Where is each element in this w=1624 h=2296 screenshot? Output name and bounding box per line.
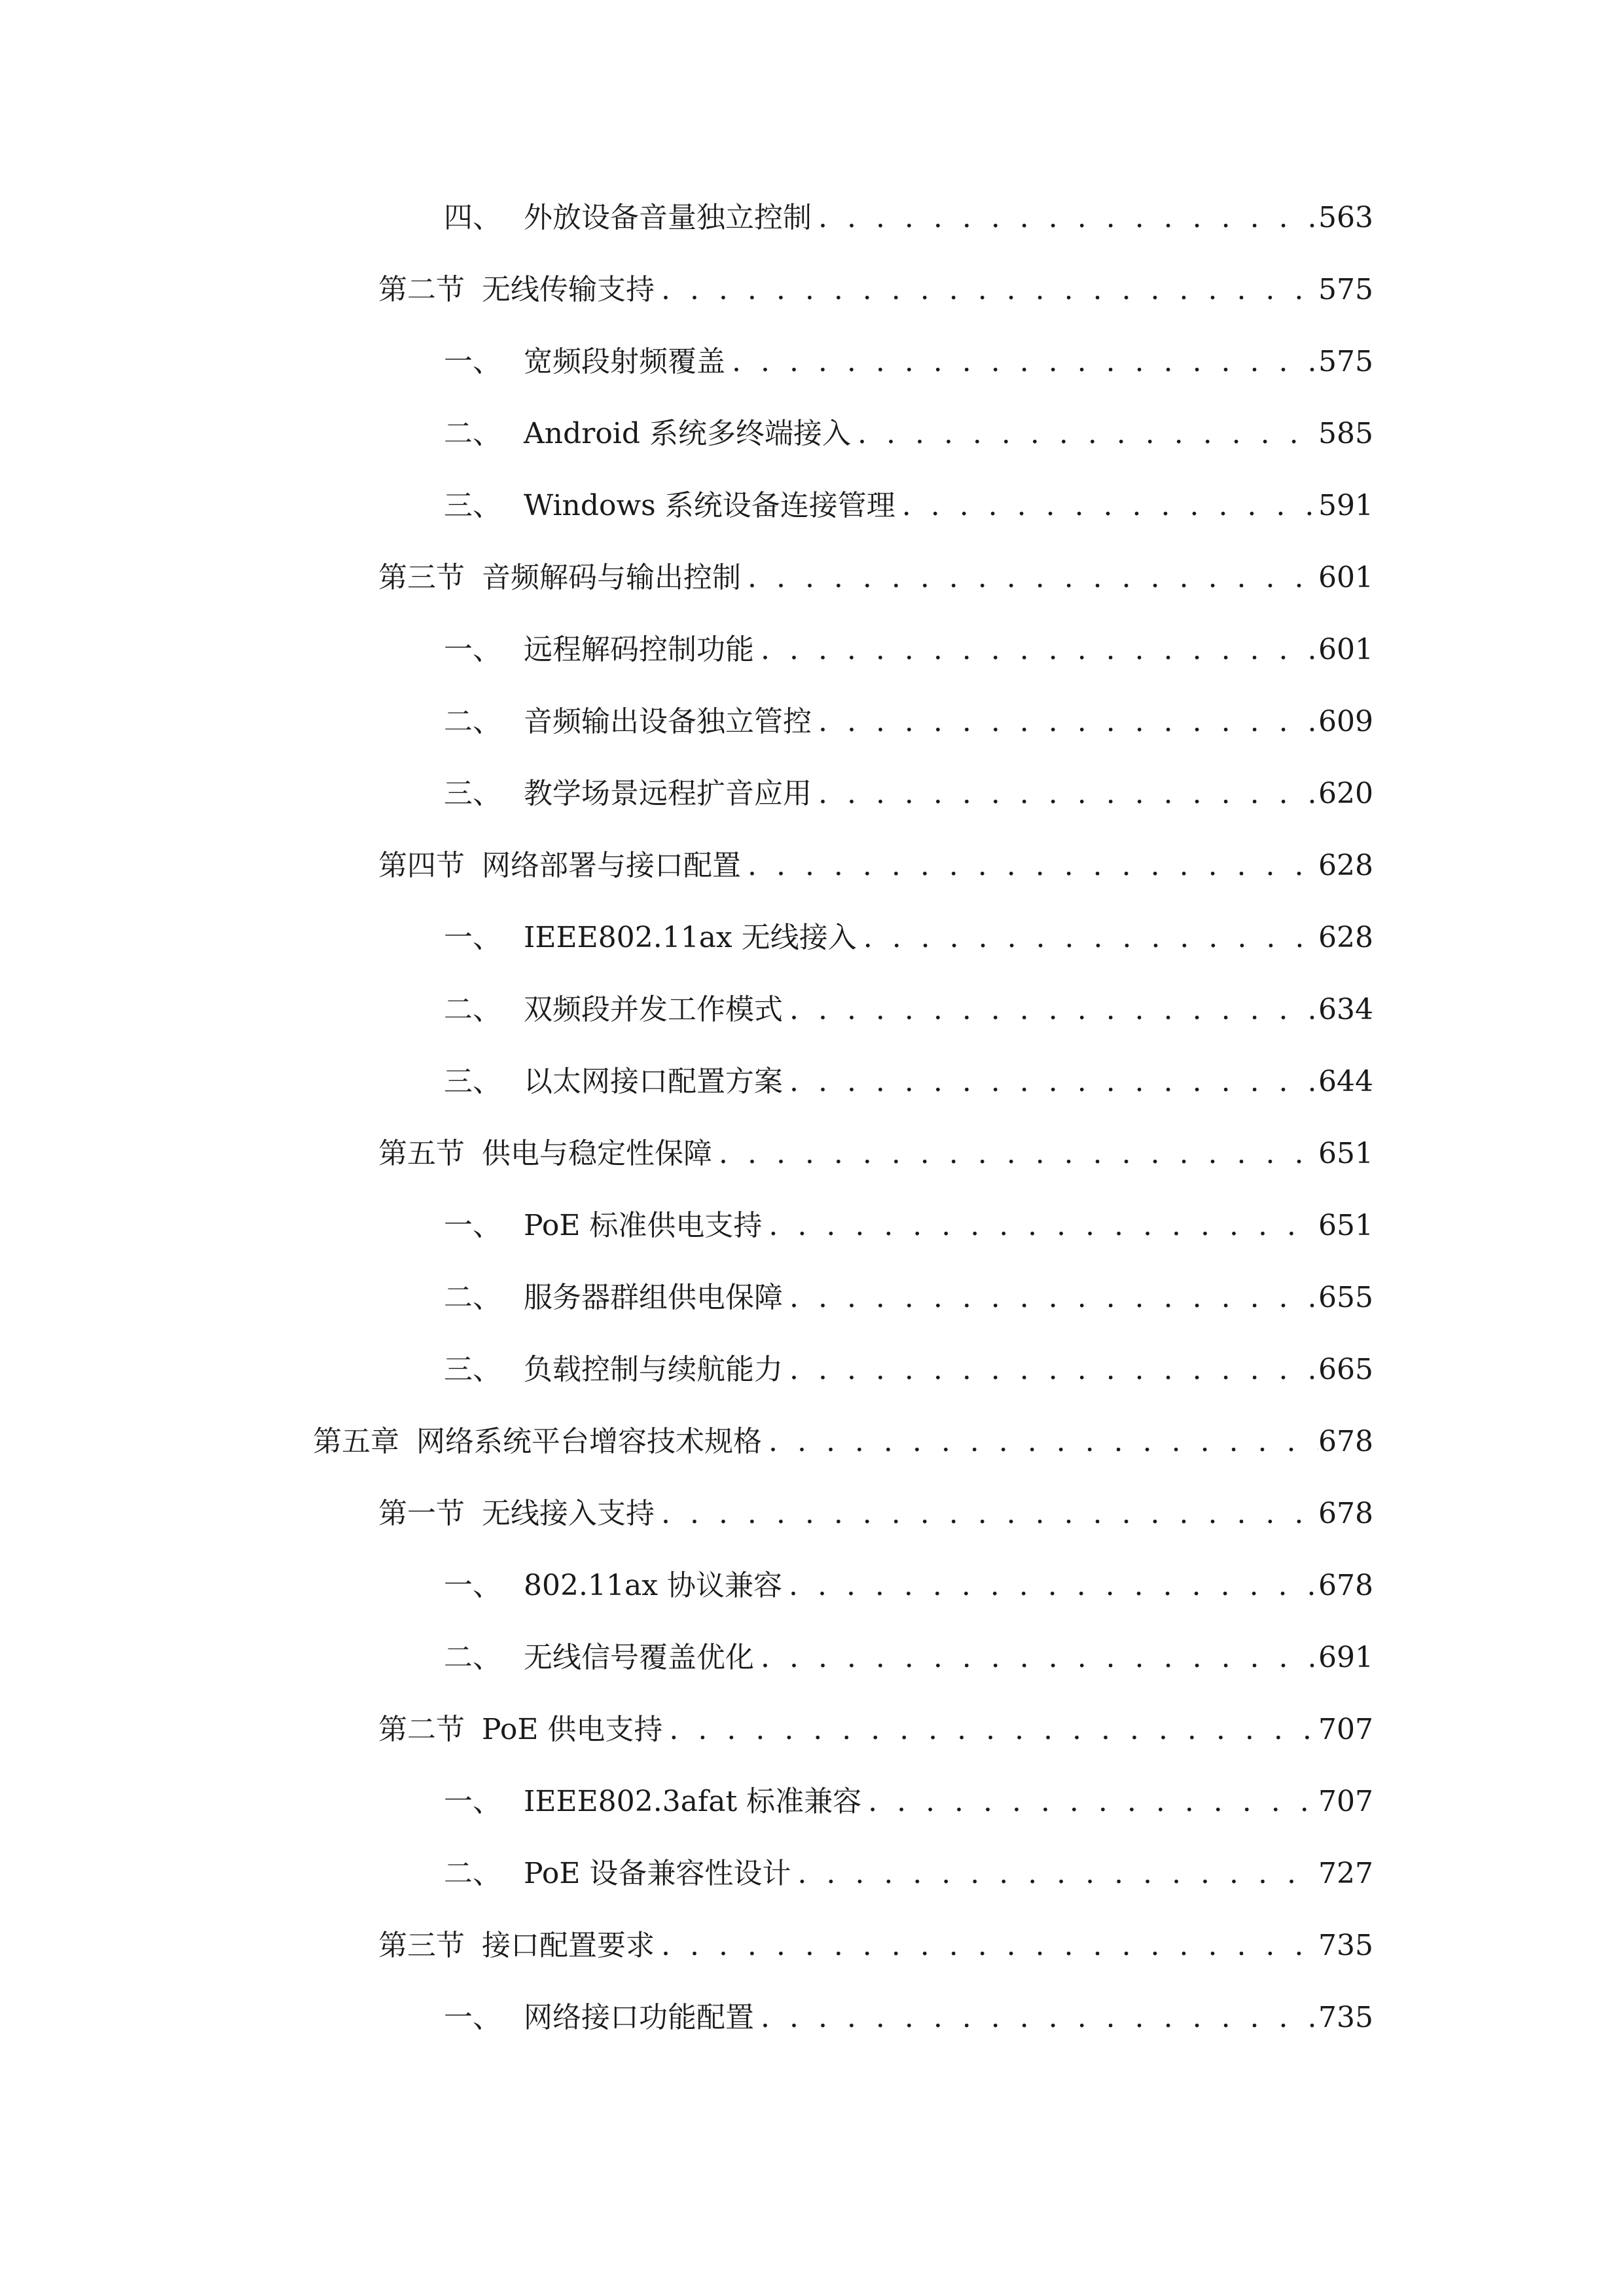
dot-leader [655, 1491, 1318, 1537]
toc-entry-title: 服务器群组供电保障 [524, 1281, 783, 1314]
toc-entry-title: 网络部署与接口配置 [482, 849, 741, 882]
toc-entry-page: 691 [1318, 1641, 1373, 1674]
toc-entry[interactable] [378, 1131, 1373, 1177]
toc-entry[interactable] [444, 339, 1373, 385]
toc-entry-page: 644 [1318, 1065, 1373, 1098]
toc-entry-title: 供电与稳定性保障 [482, 1137, 712, 1170]
toc-entry-number: 一、 [444, 1785, 501, 1818]
toc-entry-page: 591 [1318, 489, 1373, 522]
toc-entry[interactable] [378, 843, 1373, 889]
toc-entry-page: 707 [1318, 1785, 1373, 1818]
toc-entry-number: 第三节 [378, 561, 465, 594]
toc-entry-number: 一、 [444, 921, 501, 954]
toc-entry[interactable] [444, 627, 1373, 673]
dot-leader [791, 1851, 1318, 1897]
toc-entry-number: 二、 [444, 417, 501, 450]
toc-entry-page: 735 [1318, 2001, 1373, 2034]
toc-entry-number: 第四节 [378, 849, 465, 882]
toc-entry-title: 宽频段射频覆盖 [524, 345, 725, 378]
toc-entry-page: 655 [1318, 1281, 1373, 1314]
toc-entry-page: 727 [1318, 1857, 1373, 1890]
dot-leader [741, 843, 1318, 889]
dot-leader [783, 1275, 1318, 1321]
toc-entry-page: 651 [1318, 1209, 1373, 1242]
toc-entry-title: 音频输出设备独立管控 [524, 705, 812, 738]
dot-leader [861, 1779, 1318, 1825]
toc-entry-title: 教学场景远程扩音应用 [524, 777, 812, 810]
toc-entry-number: 一、 [444, 633, 501, 666]
toc-entry-number: 三、 [444, 489, 501, 522]
toc-entry-number: 二、 [444, 1641, 501, 1674]
dot-leader [782, 1563, 1318, 1609]
toc-entry-number: 三、 [444, 777, 501, 810]
toc-entry[interactable] [378, 267, 1373, 313]
dot-leader [754, 1635, 1318, 1681]
dot-leader [812, 771, 1318, 817]
toc-entry-title: 无线信号覆盖优化 [524, 1641, 754, 1674]
toc-entry-number: 第五章 [313, 1425, 399, 1458]
toc-entry-page: 678 [1318, 1569, 1373, 1602]
toc-entry[interactable] [444, 1347, 1373, 1393]
toc-entry-page: 628 [1318, 849, 1373, 882]
toc-entry[interactable] [444, 1635, 1373, 1681]
toc-entry-page: 601 [1318, 633, 1373, 666]
toc-entry[interactable] [444, 1275, 1373, 1321]
toc-entry-page: 575 [1318, 273, 1373, 306]
toc-entry-page: 575 [1318, 345, 1373, 378]
toc-entry[interactable] [444, 1059, 1373, 1105]
dot-leader [762, 1203, 1318, 1249]
toc-entry-number: 一、 [444, 1569, 501, 1602]
dot-leader [851, 411, 1318, 457]
toc-entry-title: Windows 系统设备连接管理 [524, 489, 895, 522]
toc-entry-number: 四、 [444, 201, 501, 234]
toc-entry[interactable] [378, 1491, 1373, 1537]
toc-entry[interactable] [444, 699, 1373, 745]
toc-entry-page: 665 [1318, 1353, 1373, 1386]
toc-entry-number: 第五节 [378, 1137, 465, 1170]
toc-entry-page: 620 [1318, 777, 1373, 810]
toc-entry-title: 双频段并发工作模式 [524, 993, 783, 1026]
toc-entry-title: PoE 供电支持 [482, 1713, 663, 1746]
dot-leader [812, 195, 1318, 241]
toc-entry[interactable] [444, 987, 1373, 1033]
dot-leader [754, 627, 1318, 673]
toc-entry[interactable] [444, 1851, 1373, 1897]
toc-entry[interactable] [444, 483, 1373, 529]
dot-leader [725, 339, 1318, 385]
dot-leader [783, 1347, 1318, 1393]
toc-entry-page: 735 [1318, 1929, 1373, 1962]
toc-entry-number: 一、 [444, 2001, 501, 2034]
toc-entry-title: Android 系统多终端接入 [524, 417, 852, 450]
toc-entry[interactable] [378, 1923, 1373, 1969]
toc-entry[interactable] [444, 411, 1373, 457]
toc-entry[interactable] [444, 771, 1373, 817]
toc-entry-title: 无线接入支持 [482, 1497, 655, 1530]
toc-entry-title: 外放设备音量独立控制 [524, 201, 812, 234]
toc-entry[interactable] [444, 1779, 1373, 1825]
toc-entry-title: 远程解码控制功能 [524, 633, 754, 666]
toc-entry-number: 第二节 [378, 1713, 465, 1746]
toc-entry[interactable] [444, 915, 1373, 961]
dot-leader [655, 267, 1318, 313]
dot-leader [655, 1923, 1318, 1969]
dot-leader [857, 915, 1318, 961]
toc-entry[interactable] [444, 1563, 1373, 1609]
dot-leader [812, 699, 1318, 745]
dot-leader [712, 1131, 1318, 1177]
toc-entry-title: 负载控制与续航能力 [524, 1353, 783, 1386]
toc-entry-number: 一、 [444, 345, 501, 378]
toc-entry-number: 二、 [444, 1857, 501, 1890]
toc-entry-number: 第一节 [378, 1497, 465, 1530]
toc-entry-title: IEEE802.3afat 标准兼容 [524, 1785, 862, 1818]
dot-leader [762, 1419, 1318, 1465]
toc-entry-number: 二、 [444, 993, 501, 1026]
toc-entry-number: 第三节 [378, 1929, 465, 1962]
dot-leader [741, 555, 1318, 601]
toc-entry[interactable] [444, 195, 1373, 241]
toc-entry-title: 接口配置要求 [482, 1929, 655, 1962]
toc-entry-title: PoE 标准供电支持 [524, 1209, 763, 1242]
toc-entry-page: 628 [1318, 921, 1373, 954]
toc-entry-number: 二、 [444, 1281, 501, 1314]
toc-entry-page: 651 [1318, 1137, 1373, 1170]
toc-entry-number: 三、 [444, 1065, 501, 1098]
toc-entry-number: 二、 [444, 705, 501, 738]
toc-entry-number: 三、 [444, 1353, 501, 1386]
toc-entry[interactable] [444, 1203, 1373, 1249]
toc-entry-title: 以太网接口配置方案 [524, 1065, 783, 1098]
toc-entry-title: 音频解码与输出控制 [482, 561, 741, 594]
dot-leader [783, 987, 1318, 1033]
toc-entry-number: 一、 [444, 1209, 501, 1242]
toc-entry-title: 网络接口功能配置 [524, 2001, 754, 2034]
toc-entry-page: 585 [1318, 417, 1373, 450]
toc-entry-title: IEEE802.11ax 无线接入 [524, 921, 857, 954]
dot-leader [754, 1995, 1318, 2041]
toc-entry-title: PoE 设备兼容性设计 [524, 1857, 791, 1890]
toc-entry-title: 无线传输支持 [482, 273, 655, 306]
toc-entry-page: 609 [1318, 705, 1373, 738]
toc-entry-page: 678 [1318, 1425, 1373, 1458]
toc-entry-page: 678 [1318, 1497, 1373, 1530]
toc-entry[interactable] [313, 1419, 1373, 1465]
dot-leader [662, 1707, 1318, 1753]
toc-entry[interactable] [444, 1995, 1373, 2041]
toc-entry-page: 563 [1318, 201, 1373, 234]
toc-entry-title: 网络系统平台增容技术规格 [416, 1425, 762, 1458]
toc-entry-page: 707 [1318, 1713, 1373, 1746]
toc-entry-page: 601 [1318, 561, 1373, 594]
toc-entry-number: 第二节 [378, 273, 465, 306]
toc-entry[interactable] [378, 1707, 1373, 1753]
toc-entry-page: 634 [1318, 993, 1373, 1026]
toc-entry-title: 802.11ax 协议兼容 [524, 1569, 782, 1602]
dot-leader [783, 1059, 1318, 1105]
dot-leader [895, 483, 1318, 529]
toc-entry[interactable] [378, 555, 1373, 601]
